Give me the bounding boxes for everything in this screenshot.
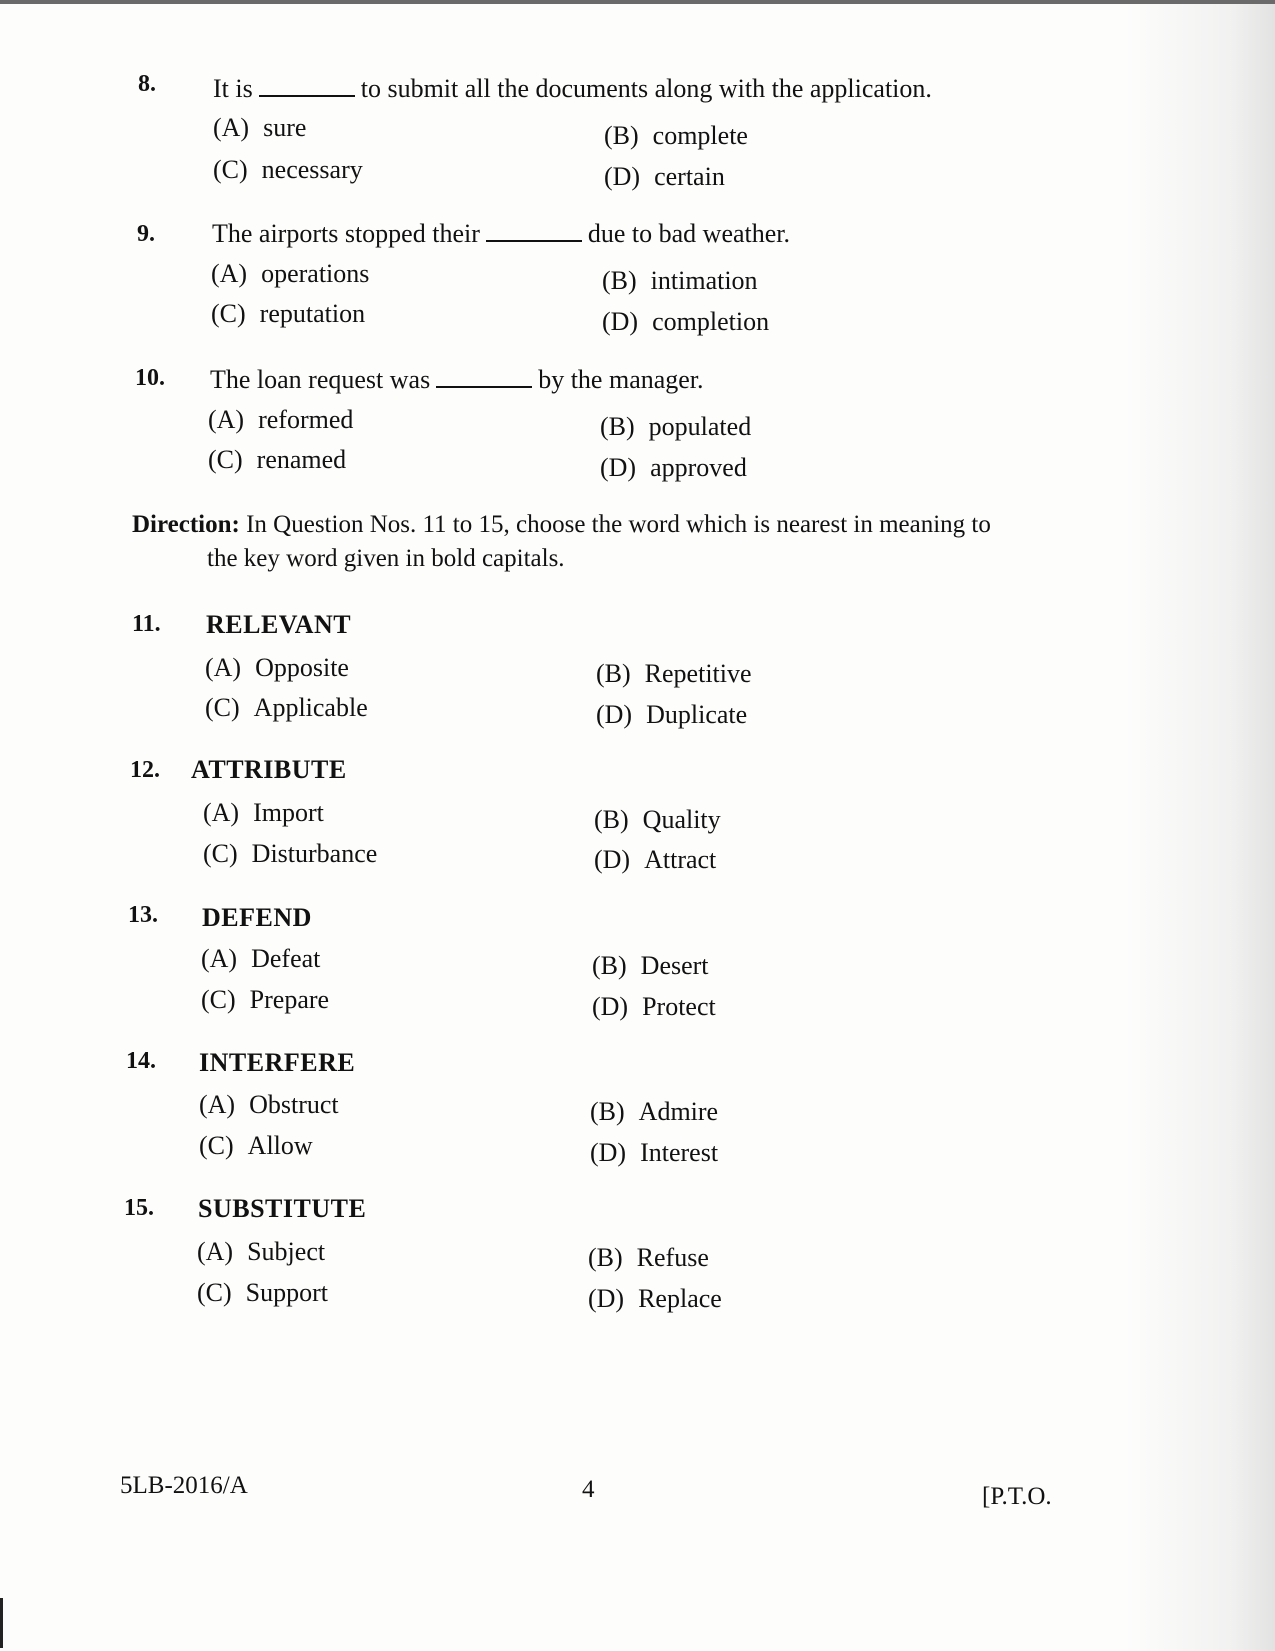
option-c: (C) renamed bbox=[208, 445, 347, 474]
option-a: (A) sure bbox=[213, 113, 307, 142]
option-d: (D) approved bbox=[600, 453, 747, 482]
option-c: (C) reputation bbox=[211, 299, 366, 328]
option-d: (D) Replace bbox=[588, 1284, 722, 1313]
direction-label: Direction: bbox=[132, 511, 240, 538]
key-word: ATTRIBUTE bbox=[191, 755, 347, 784]
option-a: (A) reformed bbox=[208, 405, 354, 434]
question-stem: The airports stopped their due to bad weather. bbox=[212, 219, 791, 248]
option-b: (B) populated bbox=[600, 412, 752, 441]
page-edge-shadow bbox=[1125, 0, 1275, 1651]
page-number: 4 bbox=[582, 1476, 595, 1503]
option-c: (C) Disturbance bbox=[203, 839, 378, 868]
option-c: (C) Applicable bbox=[205, 693, 368, 722]
option-d: (D) Interest bbox=[590, 1138, 719, 1167]
option-d: (D) Protect bbox=[592, 992, 716, 1021]
option-a: (A) Import bbox=[203, 798, 324, 827]
question-number: 10. bbox=[135, 365, 165, 391]
key-word: RELEVANT bbox=[206, 610, 352, 639]
option-b: (B) complete bbox=[604, 121, 748, 150]
option-a: (A) operations bbox=[211, 259, 370, 288]
option-d: (D) Attract bbox=[594, 845, 717, 874]
key-word: SUBSTITUTE bbox=[198, 1194, 367, 1223]
question-number: 8. bbox=[138, 71, 156, 97]
option-c: (C) Prepare bbox=[201, 985, 330, 1014]
option-d: (D) certain bbox=[604, 162, 725, 191]
option-b: (B) Admire bbox=[590, 1097, 719, 1126]
question-number: 14. bbox=[126, 1048, 156, 1074]
key-word: DEFEND bbox=[202, 903, 312, 932]
question-number: 11. bbox=[132, 611, 161, 637]
option-b: (B) Desert bbox=[592, 951, 709, 980]
answer-blank bbox=[259, 75, 355, 97]
option-b: (B) Refuse bbox=[588, 1243, 709, 1272]
question-number: 12. bbox=[130, 757, 160, 783]
paper-code: 5LB-2016/A bbox=[120, 1472, 248, 1499]
question-number: 9. bbox=[137, 221, 155, 247]
option-c: (C) Support bbox=[197, 1278, 329, 1307]
option-c: (C) Allow bbox=[199, 1131, 313, 1160]
option-a: (A) Obstruct bbox=[199, 1090, 339, 1119]
question-number: 13. bbox=[128, 902, 158, 928]
option-b: (B) Quality bbox=[594, 805, 721, 834]
question-stem: The loan request was by the manager. bbox=[210, 365, 704, 394]
direction-text bbox=[132, 508, 1082, 576]
option-a: (A) Defeat bbox=[201, 944, 321, 973]
question-stem: It is to submit all the documents along with the application. bbox=[213, 74, 932, 103]
option-d: (D) completion bbox=[602, 307, 770, 336]
direction-line-2: the key word given in bold capitals. bbox=[207, 545, 565, 572]
option-b: (B) Repetitive bbox=[596, 659, 752, 688]
answer-blank bbox=[436, 366, 532, 388]
option-b: (B) intimation bbox=[602, 266, 758, 295]
option-a: (A) Subject bbox=[197, 1237, 326, 1266]
key-word: INTERFERE bbox=[199, 1048, 356, 1077]
option-a: (A) Opposite bbox=[205, 653, 349, 682]
direction-line-1: In Question Nos. 11 to 15, choose the word which is nearest in meaning to bbox=[246, 511, 991, 538]
pto-marker: [P.T.O. bbox=[982, 1483, 1052, 1510]
answer-blank bbox=[486, 220, 582, 242]
question-number: 15. bbox=[124, 1195, 154, 1221]
option-d: (D) Duplicate bbox=[596, 700, 748, 729]
option-c: (C) necessary bbox=[213, 155, 363, 184]
top-border bbox=[0, 0, 1275, 4]
binding-mark bbox=[0, 1598, 3, 1648]
